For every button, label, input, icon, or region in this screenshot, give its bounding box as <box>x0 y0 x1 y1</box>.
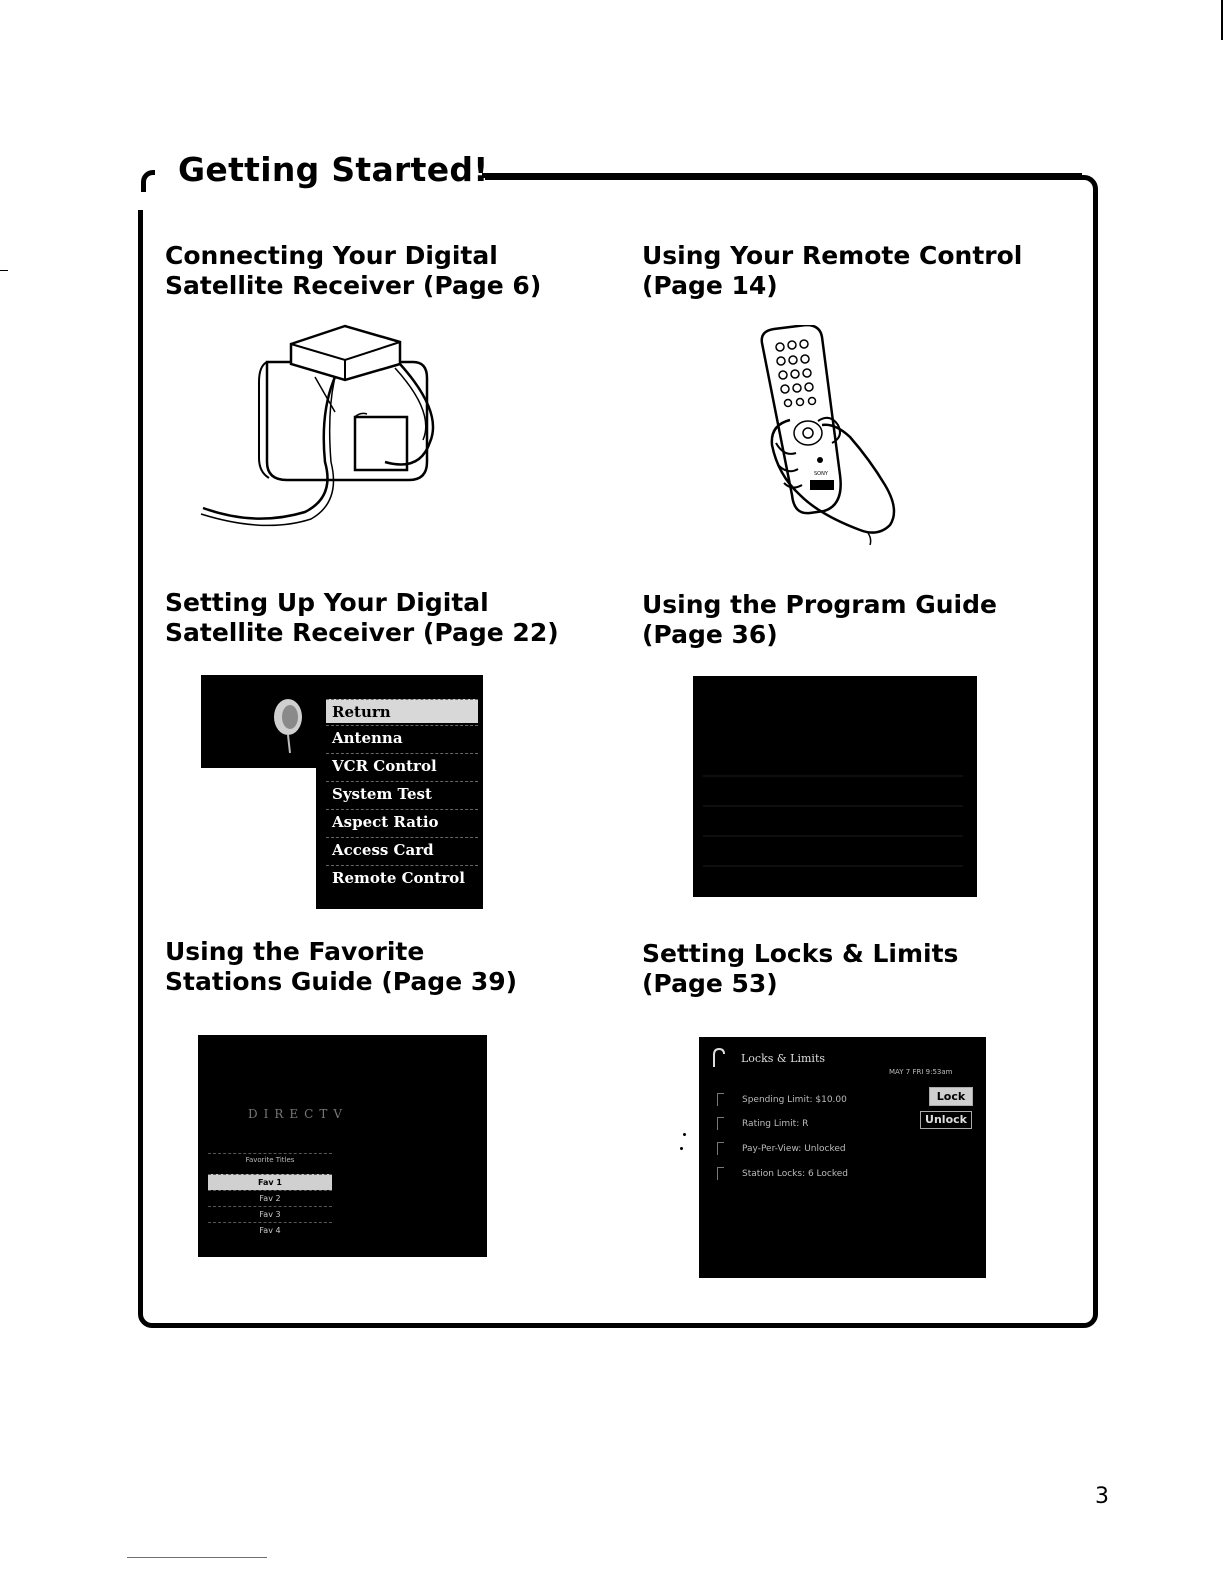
remote-control-illustration <box>760 325 920 545</box>
section-setup-line1: Setting Up Your Digital <box>165 588 489 617</box>
favorite-list-title: Favorite Titles <box>208 1153 332 1164</box>
setup-menu-item-remote-control[interactable]: Remote Control <box>326 865 478 889</box>
lock-button[interactable]: Lock <box>929 1087 973 1106</box>
frame-corner-hook <box>141 170 155 192</box>
setup-menu-item-vcr-control[interactable]: VCR Control <box>326 753 478 777</box>
locks-limits-screenshot <box>699 1037 986 1278</box>
margin-tick <box>0 270 8 271</box>
section-remote-line2: (Page 14) <box>642 271 778 300</box>
favorite-list-item[interactable]: Fav 1 <box>208 1174 332 1190</box>
setup-menu-item-system-test[interactable]: System Test <box>326 781 478 805</box>
section-favorite-line1: Using the Favorite <box>165 937 425 966</box>
setup-menu-item-antenna[interactable]: Antenna <box>326 725 478 749</box>
unlock-button[interactable]: Unlock <box>920 1111 972 1129</box>
section-remote-line1: Using Your Remote Control <box>642 241 1023 270</box>
section-locks-title <box>642 939 958 999</box>
program-guide-screenshot <box>693 676 977 897</box>
section-remote-title <box>642 241 1022 301</box>
section-setup-title <box>165 588 559 648</box>
stray-dot <box>683 1133 686 1136</box>
setup-menu-screenshot <box>316 675 483 909</box>
locks-row-station-locks[interactable]: Station Locks: 6 Locked <box>717 1167 848 1180</box>
edge-mark <box>1221 0 1223 40</box>
locks-screen-title: Locks & Limits <box>741 1052 826 1065</box>
favorite-list-item[interactable]: Fav 3 <box>208 1206 332 1222</box>
favorite-list-item[interactable]: Fav 2 <box>208 1190 332 1206</box>
remote-brand-label: SONY <box>814 471 828 477</box>
program-guide-faint-content <box>693 676 977 897</box>
favorite-list-item[interactable]: Fav 4 <box>208 1222 332 1238</box>
title-rule <box>482 173 1082 178</box>
section-connecting-line1: Connecting Your Digital <box>165 241 498 270</box>
setup-menu-item-access-card[interactable]: Access Card <box>326 837 478 861</box>
section-program-guide-title <box>642 590 997 650</box>
section-locks-line2: (Page 53) <box>642 969 778 998</box>
section-setup-line2: Satellite Receiver (Page 22) <box>165 618 559 647</box>
stray-dot <box>680 1147 683 1150</box>
section-favorite-title <box>165 937 517 997</box>
section-connecting-line2: Satellite Receiver (Page 6) <box>165 271 542 300</box>
section-program-guide-line2: (Page 36) <box>642 620 778 649</box>
locks-row-rating-limit[interactable]: Rating Limit: R <box>717 1117 808 1130</box>
setup-menu-item-aspect-ratio[interactable]: Aspect Ratio <box>326 809 478 833</box>
locks-datetime: MAY 7 FRI 9:53am <box>889 1068 953 1076</box>
setup-menu-item-return[interactable]: Return <box>326 699 478 723</box>
directv-logo: DIRECTV <box>248 1107 349 1121</box>
page-number: 3 <box>1095 1484 1109 1509</box>
section-program-guide-line1: Using the Program Guide <box>642 590 997 619</box>
locks-row-spending-limit[interactable]: Spending Limit: $10.00 <box>717 1093 847 1106</box>
tv-receiver-illustration <box>195 322 455 542</box>
page-title: Getting Started! <box>178 150 489 189</box>
section-connecting-title <box>165 241 541 301</box>
satellite-dish-icon <box>268 695 308 755</box>
section-favorite-line2: Stations Guide (Page 39) <box>165 967 518 996</box>
section-locks-line1: Setting Locks & Limits <box>642 939 959 968</box>
lock-icon <box>711 1047 725 1067</box>
favorite-guide-screenshot <box>198 1035 487 1257</box>
footer-rule <box>127 1557 267 1558</box>
locks-row-pay-per-view[interactable]: Pay-Per-View: Unlocked <box>717 1142 846 1155</box>
